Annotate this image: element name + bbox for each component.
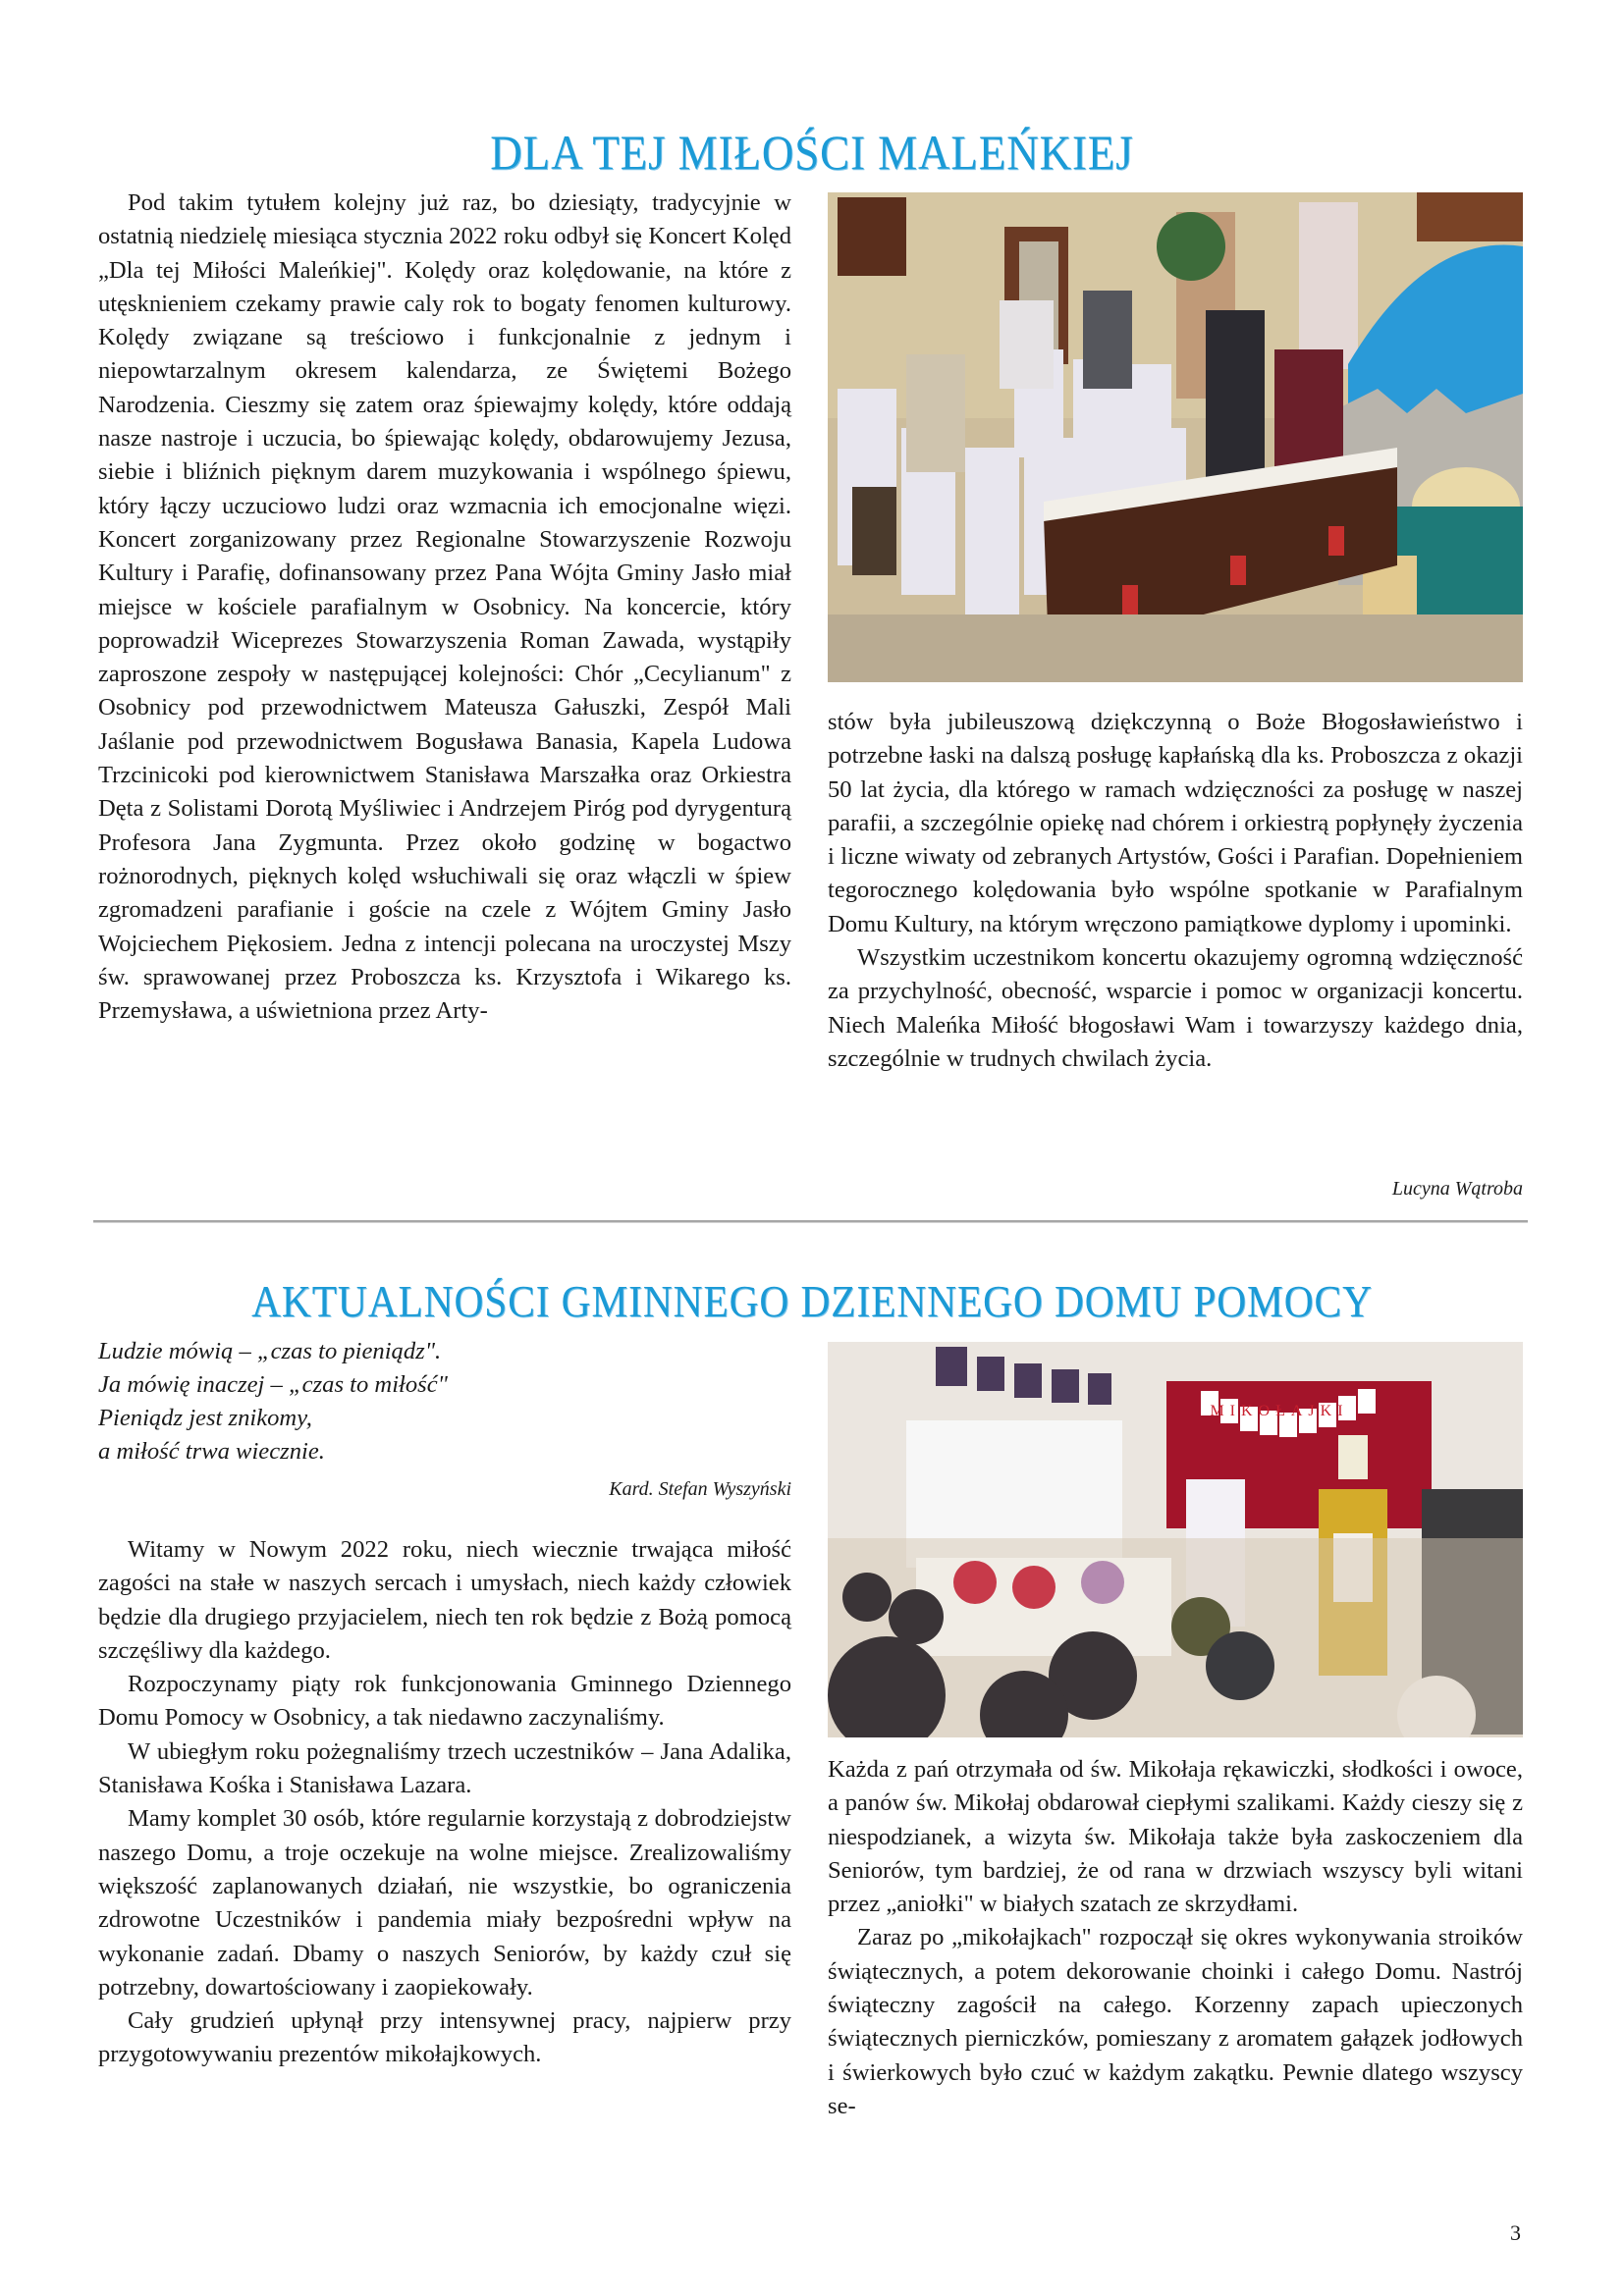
mikolajki-photo-illustration xyxy=(828,1342,1523,1737)
paragraph: Rozpoczynamy piąty rok funkcjonowania Gminnego Dziennego Domu Pomocy w Osobnicy, a tak niedawno zaczynaliśmy. xyxy=(98,1671,791,1732)
article-title-concert: DLA TEJ MIŁOŚCI MALEŃKIEJ xyxy=(490,124,1134,180)
quote-line: Ludzie mówią – „czas to pieniądz". xyxy=(98,1338,442,1364)
quote-author: Kard. Stefan Wyszyński xyxy=(609,1478,791,1500)
epigraph-quote xyxy=(98,1335,791,1468)
paragraph: Każda z pań otrzymała od św. Mikołaja rękawiczki, słodkości i owoce, a panów św. Mikołaj obdarował ciepłymi szalikami. Każdy cieszy się z niespodzianek, a wizyta św. Mikołaja także była zaskoczeniem dla Seniorów, tym bardziej, że od rana w drzwiach wszyscy byli witani przez „aniołki" w białych szatach ze skrzydłami. xyxy=(828,1756,1523,1918)
article-title-day-care: AKTUALNOŚCI GMINNEGO DZIENNEGO DOMU POMOCY xyxy=(251,1275,1373,1326)
paragraph: Wszystkim uczestnikom koncertu okazujemy ogromną wdzięczność za przychylność, obecność, wsparcie i pomoc w organizacji koncertu. Niech Maleńka Miłość błogosławi Wam i towarzyszy każdego dnia, szczególnie w trudnych chwilach życia. xyxy=(828,944,1523,1072)
photo-mikolajki-party xyxy=(828,1342,1523,1737)
article2-left-column xyxy=(98,1533,791,2072)
paragraph: stów była jubileuszową dziękczynną o Boże Błogosławieństwo i potrzebne łaski na dalszą posługę kapłańską dla ks. Proboszcza z okazji 50 lat życia, dla którego w ramach wdzięczności za posługę w naszej parafii, a szczególnie opiekę nad chórem i orkiestrą popłynęły życzenia i liczne wiwaty od zebranych Artystów, Gości i Parafian. Dopełnieniem tegorocznego kolędowania było wspólne spotkanie w Parafialnym Domu Kultury, na którym wręczono pamiątkowe dyplomy i upominki. xyxy=(828,709,1523,937)
quote-line: a miłość trwa wiecznie. xyxy=(98,1438,325,1465)
photo-carol-concert-church xyxy=(828,192,1523,682)
paragraph: W ubiegłym roku pożegnaliśmy trzech uczestników – Jana Adalika, Stanisława Kośka i Stanisława Lazara. xyxy=(98,1737,791,1799)
paragraph: Zaraz po „mikołajkach" rozpoczął się okres wykonywania stroików świątecznych, a potem dekorowanie choinki i całego Domu. Nastrój świąteczny zagościł na całego. Korzenny zapach upieczonych świątecznych pierniczków, pomieszany z aromatem gałązek jodłowych i świerkowych było czuć w każdym zakątku. Pewnie dlatego wszyscy se- xyxy=(828,1924,1523,2119)
section-divider xyxy=(93,1220,1528,1223)
quote-line: Pieniądz jest znikomy, xyxy=(98,1405,312,1431)
article1-signature: Lucyna Wątroba xyxy=(1391,1178,1523,1200)
article2-right-column xyxy=(828,1753,1523,2123)
paragraph: Mamy komplet 30 osób, które regularnie korzystają z dobrodziejstw naszego Domu, a troje oczekuje na wolne miejsce. Zrealizowaliśmy większość zaplanowanych działań, nie wszystkie, bo ograniczenia zdrowotne Uczestników i pandemia miały bezpośredni wpływ na wykonanie zadań. Dbamy o naszych Seniorów, by każdy czuł się potrzebny, dowartościowany i zaopiekowały. xyxy=(98,1805,791,2001)
page-number: 3 xyxy=(1510,2220,1521,2245)
banner-text: MIKOŁAJKI xyxy=(1210,1403,1349,1419)
concert-photo-illustration xyxy=(828,192,1523,682)
paragraph: Cały grudzień upłynął przy intensywnej pracy, najpierw przy przygotowywaniu prezentów mikołajkowych. xyxy=(98,2007,791,2068)
paragraph: Pod takim tytułem kolejny już raz, bo dziesiąty, tradycyjnie w ostatnią niedzielę miesiąca stycznia 2022 roku odbył się Koncert Kolęd „Dla tej Miłości Maleńkiej". Kolędy oraz kolędowanie, na które z utęsknieniem czekamy prawie caly rok to bogaty fenomen kulturowy. Kolędy związane są treściowo i funkcjonalnie z jednym i niepowtarzalnym okresem kalendarza, ze Świętemi Bożego Narodzenia. Cieszmy się zatem oraz śpiewajmy kolędy, które oddają nasze nastroje i uczucia, bo śpiewając kolędy, obdarowujemy Jezusa, siebie i bliźnich pięknym darem muzykowania i wspólnego śpiewu, który łączy uczuciowo ludzi oraz wzmacnia ich emocjonalne więzi. Koncert zorganizowany przez Regionalne Stowarzyszenie Rozwoju Kultury i Parafię, dofinansowany przez Pana Wójta Gminy Jasło miał miejsce w kościele parafialnym w Osobnicy. Na koncercie, który poprowadził Wiceprezes Stowarzyszenia Roman Zawada, wystąpiły zaproszone zespoły w następującej kolejności: Chór „Cecylianum" z Osobnicy pod przewodnictwem Mateusza Gałuszki, Zespół Mali Jaślanie pod przewodnictwem Bogusława Banasia, Kapela Ludowa Trzcinicoki pod kierownictwem Stanisława Marszałka oraz Orkiestra Dęta z Solistami Dorotą Myśliwiec i Andrzejem Piróg pod dyrygenturą Profesora Jana Zygmunta. Przez około godzinę w bogactwo rożnorodnych, pięknych kolęd wsłuchiwali się oraz włączli w śpiew zgromadzeni parafianie i goście na czele z Wójtem Gminy Jasło Wojciechem Piękosiem. Jedna z intencji polecana na uroczystej Mszy św. sprawowanej przez Proboszcza ks. Krzysztofa i Wikarego ks. Przemysława, a uświetniona przez Arty- xyxy=(98,189,791,1025)
quote-line: Ja mówię inaczej – „czas to miłość" xyxy=(98,1371,448,1398)
paragraph: Witamy w Nowym 2022 roku, niech wiecznie trwająca miłość zagości na stałe w naszych sercach i umysłach, niech każdy człowiek będzie dla drugiego przyjacielem, niech ten rok będzie z Bożą pomocą szczęśliwy dla każdego. xyxy=(98,1536,791,1664)
article1-right-column xyxy=(828,706,1523,1076)
article1-left-column xyxy=(98,187,791,1028)
